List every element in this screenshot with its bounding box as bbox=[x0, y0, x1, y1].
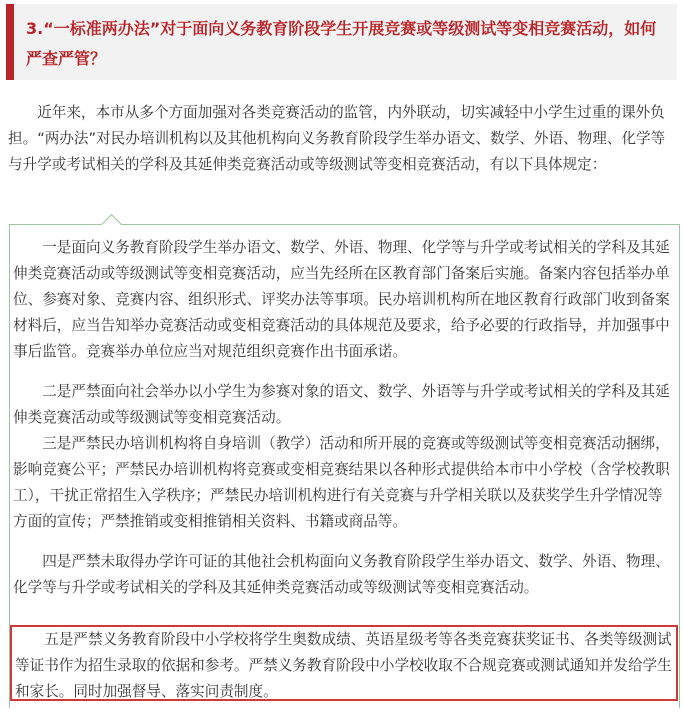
question-title: 3.“一标准两办法”对于面向义务教育阶段学生开展竞赛或等级测试等变相竞赛活动，如何严查严管？ bbox=[26, 19, 657, 68]
rule-paragraph-1: 一是面向义务教育阶段学生举办语文、数学、外语、物理、化学等与升学或考试相关的学科及其延伸类竞赛活动或等级测试等变相竞赛活动，应当先经所在区教育部门备案后实施。备案内容包括举办单位、参赛对象、竞赛内容、组织形式、评奖办法等事项。民办培训机构所在地区教育行政部门收到备案材料后，应当告知举办竞赛活动或变相竞赛活动的具体规范及要求，给予必要的行政指导，并加强事中事后监管。竞赛举办单位应当对规范组织竞赛作出书面承诺。 bbox=[13, 239, 670, 360]
rule-paragraph-3: 三是严禁民办培训机构将自身培训（教学）活动和所开展的竞赛或等级测试等变相竞赛活动捆绑，影响竞赛公平；严禁民办培训机构将竞赛或变相竞赛结果以各种形式提供给本市中小学校（含学校教职工），干扰正常招生入学秩序；严禁民办培训机构进行有关竞赛与升学相关联以及获奖学生升学情况等方面的宣传；严禁推销或变相推销相关资料、书籍或商品等。 bbox=[13, 435, 670, 530]
rules-box-pointer bbox=[101, 214, 122, 235]
rule-paragraph-5-highlighted: 五是严禁义务教育阶段中小学校将学生奥数成绩、英语星级考等各类竞赛获奖证书、各类等级测试等证书作为招生录取的依据和参考。严禁义务教育阶段中小学校收取不合规竞赛或测试通知并发给学生和家长。同时加强督导、落实问责制度。 bbox=[10, 625, 678, 701]
intro-paragraph: 近年来，本市从多个方面加强对各类竞赛活动的监管，内外联动，切实减轻中小学生过重的课外负担。“两办法”对民办培训机构以及其他机构向义务教育阶段学生举办语文、数学、外语、物理、化学等与升学或考试相关的学科及其延伸类竞赛活动或等级测试等变相竞赛活动，有以下具体规定： bbox=[8, 104, 666, 173]
rules-box bbox=[9, 224, 680, 708]
question-header bbox=[6, 4, 677, 80]
rule-paragraph-2: 二是严禁面向社会举办以小学生为参赛对象的语文、数学、外语等与升学或考试相关的学科及其延伸类竞赛活动或等级测试等变相竞赛活动。 bbox=[13, 383, 670, 426]
rule-paragraph-4: 四是严禁未取得办学许可证的其他社会机构面向义务教育阶段学生举办语文、数学、外语、物理、化学等与升学或考试相关的学科及其延伸类竞赛活动或等级测试等变相竞赛活动。 bbox=[13, 553, 670, 596]
